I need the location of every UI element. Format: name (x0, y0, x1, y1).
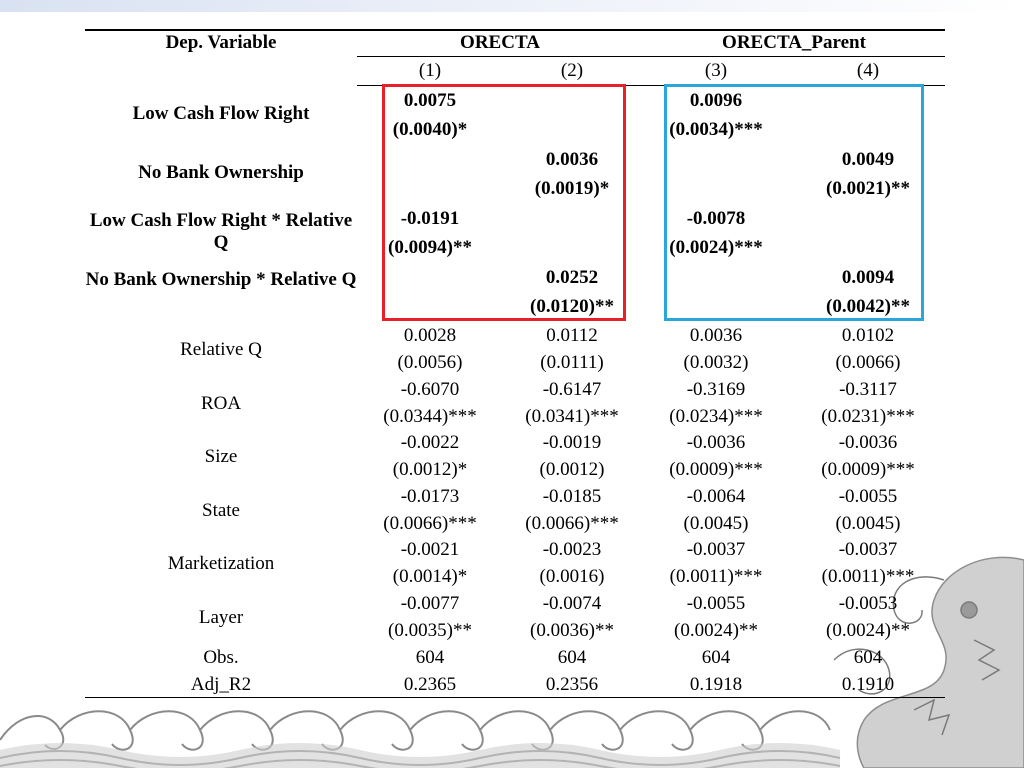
group-header-orecta: ORECTA (460, 32, 540, 53)
standard-error-cell: (0.0016) (539, 566, 605, 587)
standard-error-cell: (0.0035)** (388, 619, 472, 641)
row-label: No Bank Ownership * Relative Q (85, 269, 357, 290)
footer-value: 604 (415, 647, 445, 668)
footer-value: 0.2356 (545, 674, 599, 695)
footer-value: 604 (701, 647, 731, 668)
coefficient-cell: -0.0078 (686, 208, 746, 229)
group-header-orecta-parent: ORECTA_Parent (722, 32, 866, 53)
column-number: (1) (418, 60, 442, 81)
coefficient-cell: -0.0019 (542, 432, 602, 453)
coefficient-cell: -0.0074 (542, 592, 602, 614)
coefficient-cell: -0.3117 (839, 378, 897, 400)
footer-value: 0.1918 (689, 674, 743, 695)
coefficient-cell: -0.0036 (686, 432, 746, 453)
standard-error-cell: (0.0024)*** (669, 237, 763, 258)
coefficient-cell: 0.0049 (841, 149, 895, 170)
row-label: Low Cash Flow Right * Relative Q (89, 210, 353, 253)
coefficient-cell: -0.0037 (838, 539, 898, 560)
row-label: State (202, 499, 240, 521)
column-number: (4) (856, 60, 880, 81)
row-label: No Bank Ownership (138, 162, 304, 183)
coefficient-cell: 0.0112 (546, 325, 598, 346)
standard-error-cell: (0.0024)** (826, 619, 910, 641)
coefficient-cell: -0.6070 (400, 378, 460, 400)
coefficient-cell: 0.0252 (545, 267, 599, 288)
column-number: (3) (704, 60, 728, 81)
coefficient-cell: -0.3169 (686, 378, 746, 400)
standard-error-cell: (0.0024)** (674, 619, 758, 641)
standard-error-cell: (0.0231)*** (821, 405, 915, 427)
standard-error-cell: (0.0011)*** (669, 566, 763, 587)
standard-error-cell: (0.0009)*** (821, 459, 915, 480)
footer-value: 0.2365 (403, 674, 457, 695)
standard-error-cell: (0.0014)* (392, 566, 468, 587)
coefficient-cell: -0.6147 (542, 378, 602, 400)
coefficient-cell: -0.0185 (542, 485, 602, 507)
coefficient-cell: -0.0077 (400, 592, 460, 614)
standard-error-cell: (0.0045) (683, 512, 749, 534)
coefficient-cell: -0.0022 (400, 432, 460, 453)
coefficient-cell: 0.0094 (841, 267, 895, 288)
standard-error-cell: (0.0344)*** (383, 405, 477, 427)
dep-variable-header: Dep. Variable (165, 32, 277, 53)
coefficient-cell: -0.0036 (838, 432, 898, 453)
footer-value: 604 (853, 647, 883, 668)
footer-label: Adj_R2 (190, 674, 252, 695)
standard-error-cell: (0.0066) (835, 352, 901, 373)
standard-error-cell: (0.0056) (397, 352, 463, 373)
standard-error-cell: (0.0094)** (388, 237, 472, 258)
standard-error-cell: (0.0034)*** (669, 119, 763, 140)
coefficient-cell: 0.0028 (403, 325, 457, 346)
coefficient-cell: -0.0053 (838, 592, 898, 614)
coefficient-cell: 0.0075 (403, 90, 457, 111)
standard-error-cell: (0.0036)** (530, 619, 614, 641)
coefficient-cell: -0.0191 (400, 208, 460, 229)
coefficient-cell: -0.0021 (400, 539, 460, 560)
row-label: Low Cash Flow Right (132, 103, 310, 124)
standard-error-cell: (0.0341)*** (525, 405, 619, 427)
coefficient-cell: -0.0064 (686, 485, 746, 507)
footer-label: Obs. (203, 647, 239, 668)
standard-error-cell: (0.0019)* (534, 178, 610, 199)
coefficient-cell: -0.0055 (686, 592, 746, 614)
standard-error-cell: (0.0009)*** (669, 459, 763, 480)
column-number: (2) (560, 60, 584, 81)
row-label: Marketization (167, 553, 275, 574)
coefficient-cell: -0.0037 (686, 539, 746, 560)
top-gradient-band (0, 0, 1024, 12)
standard-error-cell: (0.0066)*** (525, 512, 619, 534)
standard-error-cell: (0.0012) (539, 459, 605, 480)
coefficient-cell: -0.0173 (400, 485, 460, 507)
standard-error-cell: (0.0011)*** (821, 566, 915, 587)
row-label: Size (204, 446, 238, 467)
standard-error-cell: (0.0234)*** (669, 405, 763, 427)
standard-error-cell: (0.0120)** (530, 296, 614, 317)
row-label: Relative Q (180, 339, 262, 360)
coefficient-cell: 0.0036 (545, 149, 599, 170)
coefficient-cell: -0.0023 (542, 539, 602, 560)
coefficient-cell: 0.0036 (689, 325, 743, 346)
standard-error-cell: (0.0042)** (826, 296, 910, 317)
coefficient-cell: 0.0096 (689, 90, 743, 111)
footer-value: 604 (557, 647, 587, 668)
row-label: Layer (198, 606, 244, 628)
coefficient-cell: 0.0102 (841, 325, 895, 346)
footer-value: 0.1910 (841, 674, 895, 695)
coefficient-cell: -0.0055 (838, 485, 898, 507)
standard-error-cell: (0.0032) (683, 352, 749, 373)
standard-error-cell: (0.0021)** (826, 178, 910, 199)
row-label: ROA (200, 392, 242, 414)
standard-error-cell: (0.0012)* (392, 459, 468, 480)
rule-group-underline (357, 56, 945, 57)
standard-error-cell: (0.0111) (540, 352, 604, 373)
standard-error-cell: (0.0045) (835, 512, 901, 534)
standard-error-cell: (0.0040)* (392, 119, 468, 140)
standard-error-cell: (0.0066)*** (383, 512, 477, 534)
